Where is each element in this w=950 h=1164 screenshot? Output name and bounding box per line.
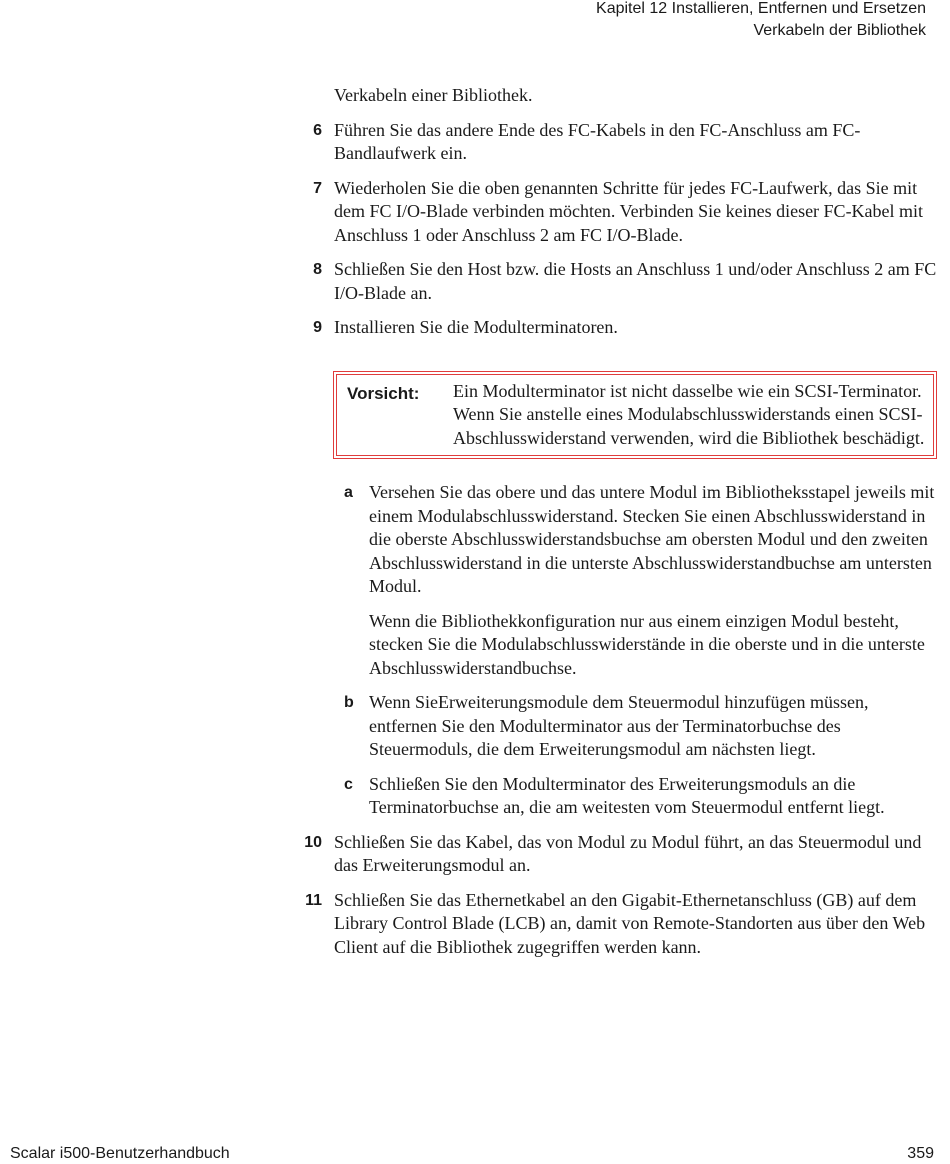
chapter-title: Kapitel 12 Installieren, Entfernen und Ersetzen (596, 0, 926, 17)
step-number: 9 (313, 319, 322, 336)
step-text: Schließen Sie das Ethernetkabel an den Gigabit-Ethernetanschluss (GB) auf dem Library Control Blade (LCB) an, damit von Remote-Standorten aus über den Web Client auf die Bibliothek zugegriffen werden kann. (334, 889, 926, 957)
substep-letter: a (344, 484, 353, 501)
substep-list (334, 481, 940, 820)
caution-label: Vorsicht: (347, 383, 420, 403)
step-text: Installieren Sie die Modulterminatoren. (334, 317, 618, 337)
step-9 (300, 316, 940, 340)
intro-text: Verkabeln einer Bibliothek. (334, 85, 533, 105)
step-number: 11 (305, 891, 322, 909)
caution-inner (336, 374, 934, 457)
step-text: Wiederholen Sie die oben genannten Schritte für jedes FC-Laufwerk, das Sie mit dem FC I/O-Blade verbinden möchten. Verbinden Sie keines dieser FC-Kabel mit Anschluss 1 oder Anschluss 2 am FC I/O-Blade. (334, 177, 924, 245)
step-6 (300, 119, 940, 166)
page-header (596, 0, 926, 42)
substep-c (334, 773, 940, 820)
section-title: Verkabeln der Bibliothek (753, 22, 926, 39)
step-number: 6 (313, 121, 322, 139)
step-number: 10 (304, 833, 322, 851)
caution-text: Ein Modulterminator ist nicht dasselbe wie ein SCSI-Terminator. Wenn Sie anstelle eines Modulabschlusswiderstands einen SCSI-Abschlusswiderstand verwenden, wird die Bibliothek beschädigt. (453, 380, 925, 448)
step-7 (300, 177, 940, 248)
step-text: Führen Sie das andere Ende des FC-Kabels in den FC-Anschluss am FC-Bandlaufwerk ein. (334, 119, 861, 163)
substep-text: Wenn SieErweiterungsmodule dem Steuermodul hinzufügen müssen, entfernen Sie den Modulterminator aus der Terminatorbuchse des Steuermoduls, die dem Erweiterungsmodul am nächsten liegt. (369, 692, 869, 759)
step-number: 7 (313, 179, 322, 197)
substep-text: Versehen Sie das obere und das untere Modul im Bibliotheksstapel jeweils mit einem Modulabschlusswiderstand. Stecken Sie einen Abschlusswiderstand in die oberste Abschlusswiderstandsbuchse am obersten Modul und den zweiten Abschlusswiderstand in die unterste Abschlusswiderstandbuchse am untersten Modul. (369, 482, 935, 596)
substep-a (334, 481, 940, 680)
substep-b (334, 691, 940, 762)
step-10 (300, 831, 940, 878)
caution-box (333, 371, 937, 460)
substep-letter: c (344, 775, 353, 793)
main-content (300, 84, 940, 959)
substep-text: Schließen Sie den Modulterminator des Erweiterungsmoduls an die Terminatorbuchse an, die am weitesten vom Steuermodul entfernt liegt. (369, 773, 885, 817)
substep-letter: b (344, 694, 354, 711)
footer-title: Scalar i500-Benutzerhandbuch (10, 1145, 230, 1162)
step-text: Schließen Sie das Kabel, das von Modul zu Modul führt, an das Steuermodul und das Erweiterungsmodul an. (334, 831, 922, 875)
step-11 (300, 889, 940, 960)
step-8 (300, 258, 940, 305)
step-text: Schließen Sie den Host bzw. die Hosts an Anschluss 1 und/oder Anschluss 2 am FC I/O-Blade an. (334, 259, 937, 303)
step-number: 8 (313, 261, 322, 278)
page-number: 359 (907, 1145, 934, 1162)
substep-note: Wenn die Bibliothekkonfiguration nur aus einem einzigen Modul besteht, stecken Sie die Modulabschlusswiderstände in die oberste und in die unterste Abschlusswiderstandbuchse. (369, 610, 925, 678)
